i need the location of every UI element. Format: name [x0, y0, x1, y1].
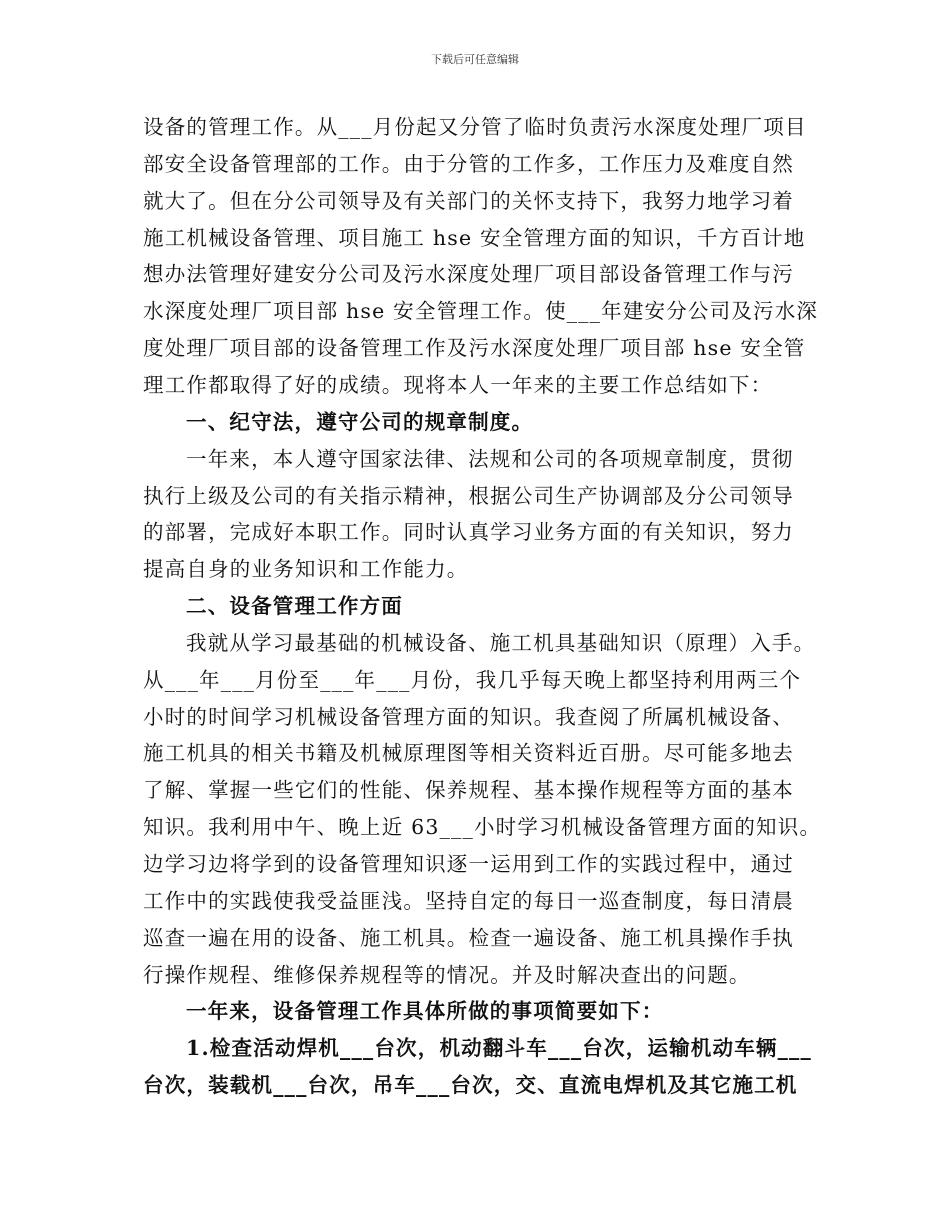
paragraph-line: 工作中的实践使我受益匪浅。坚持自定的每日一巡查制度，每日清晨	[143, 889, 794, 913]
section-heading: 一年来，设备管理工作具体所做的事项简要如下：	[186, 999, 664, 1023]
paragraph-line: 度处理厂项目部的设备管理工作及污水深度处理厂项目部 hse 安全管	[143, 336, 806, 360]
paragraph-line: 行操作规程、维修保养规程等的情况。并及时解决查出的问题。	[143, 963, 751, 987]
paragraph-line: 小时的时间学习机械设备管理方面的知识。我查阅了所属机械设备、	[143, 705, 794, 729]
paragraph-line: 就大了。但在分公司领导及有关部门的关怀支持下，我努力地学习着	[143, 189, 794, 213]
paragraph-line: 从___年___月份至___年___月份，我几乎每天晚上都坚持利用两三个	[143, 668, 802, 692]
paragraph-line: 了解、掌握一些它们的性能、保养规程、基本操作规程等方面的基本	[143, 778, 794, 802]
paragraph-line: 理工作都取得了好的成绩。现将本人一年来的主要工作总结如下：	[143, 373, 773, 397]
paragraph-line: 执行上级及公司的有关指示精神，根据公司生产协调部及分公司领导	[143, 484, 794, 508]
paragraph-line: 想办法管理好建安分公司及污水深度处理厂项目部设备管理工作与污	[143, 262, 794, 286]
list-item-continuation: 台次，装载机___台次，吊车___台次，交、直流电焊机及其它施工机	[143, 1073, 798, 1097]
paragraph-line: 施工机具的相关书籍及机械原理图等相关资料近百册。尽可能多地去	[143, 741, 794, 765]
paragraph-line: 的部署，完成好本职工作。同时认真学习业务方面的有关知识，努力	[143, 520, 794, 544]
paragraph-line: 边学习边将学到的设备管理知识逐一运用到工作的实践过程中，通过	[143, 852, 794, 876]
list-item: 1.检查活动焊机___台次，机动翻斗车___台次，运输机动车辆___	[186, 1036, 812, 1060]
paragraph-line: 提高自身的业务知识和工作能力。	[143, 557, 469, 581]
section-heading: 一、纪守法，遵守公司的规章制度。	[186, 410, 534, 434]
paragraph-line: 部安全设备管理部的工作。由于分管的工作多，工作压力及难度自然	[143, 152, 794, 176]
page-header: 下载后可任意编辑	[431, 53, 519, 66]
paragraph-line: 一年来，本人遵守国家法律、法规和公司的各项规章制度，贯彻	[186, 447, 794, 471]
paragraph-line: 知识。我利用中午、晚上近 63___小时学习机械设备管理方面的知识。	[143, 815, 822, 839]
paragraph-line: 我就从学习最基础的机械设备、施工机具基础知识（原理）入手。	[186, 631, 816, 655]
paragraph-line: 巡查一遍在用的设备、施工机具。检查一遍设备、施工机具操作手执	[143, 926, 794, 950]
section-heading: 二、设备管理工作方面	[186, 594, 403, 618]
paragraph-line: 施工机械设备管理、项目施工 hse 安全管理方面的知识，千方百计地	[143, 226, 806, 250]
paragraph-line: 设备的管理工作。从___月份起又分管了临时负责污水深度处理厂项目	[143, 115, 807, 139]
paragraph-line: 水深度处理厂项目部 hse 安全管理工作。使___年建安分公司及污水深	[143, 299, 819, 323]
